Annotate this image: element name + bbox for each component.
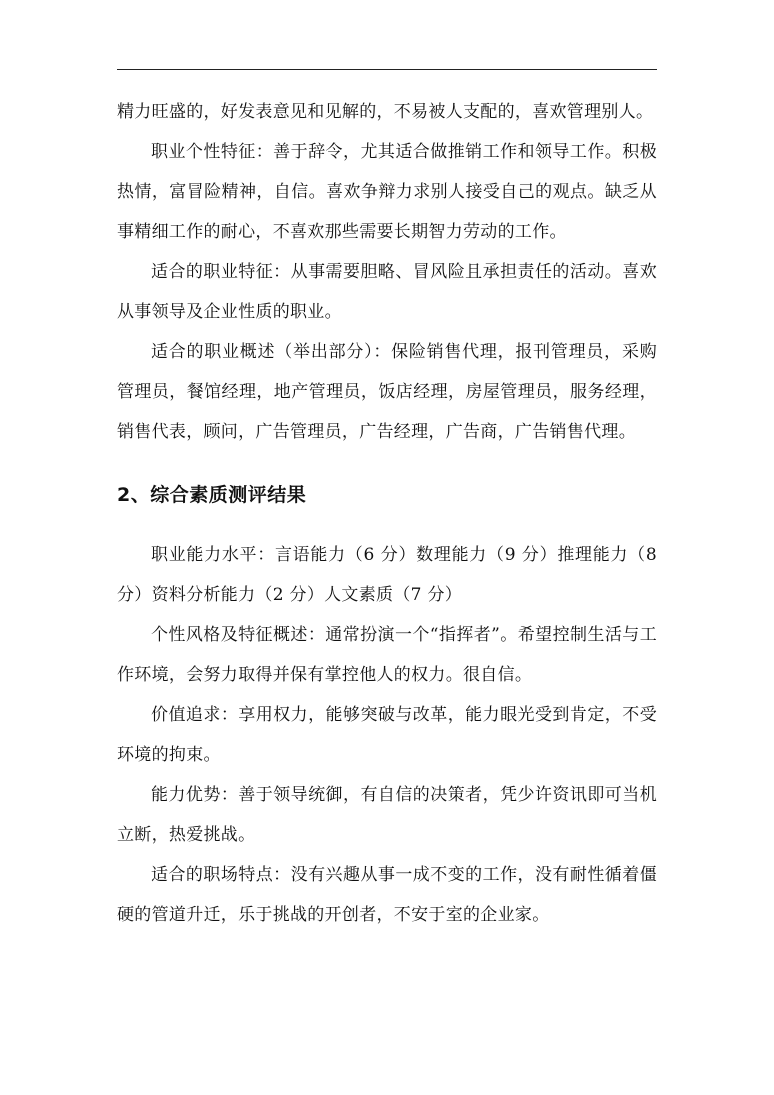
document-body [117, 92, 657, 935]
paragraph-personality-style: 个性风格及特征概述：通常扮演一个“指挥者”。希望控制生活与工作环境，会努力取得并保有掌控他人的权力。很自信。 [117, 625, 657, 685]
paragraph-career-personality: 职业个性特征：善于辞令，尤其适合做推销工作和领导工作。积极热情，富冒险精神，自信。喜欢争辩力求别人接受自己的观点。缺乏从事精细工作的耐心，不喜欢那些需要长期智力劳动的工作。 [117, 142, 657, 242]
paragraph-career-overview: 适合的职业概述（举出部分）：保险销售代理，报刊管理员，采购管理员，餐馆经理，地产管理员，饭店经理，房屋管理员，服务经理，销售代表，顾问，广告管理员，广告经理，广告商，广告销售代理。 [117, 342, 657, 442]
header-rule [117, 69, 657, 70]
paragraph-ability-advantage: 能力优势：善于领导统御，有自信的决策者，凭少许资讯即可当机立断，热爱挑战。 [117, 785, 657, 845]
section-heading: 2、综合素质测评结果 [117, 484, 307, 506]
spacer [117, 515, 657, 535]
paragraph-career-features: 适合的职业特征：从事需要胆略、冒风险且承担责任的活动。喜欢从事领导及企业性质的职业。 [117, 262, 657, 322]
paragraph-value-pursuit: 价值追求：享用权力，能够突破与改革，能力眼光受到肯定，不受环境的拘束。 [117, 705, 657, 765]
paragraph-workplace-features: 适合的职场特点：没有兴趣从事一成不变的工作，没有耐性循着僵硬的管道升迁，乐于挑战的开创者，不安于室的企业家。 [117, 865, 657, 925]
paragraph-continuation: 精力旺盛的，好发表意见和见解的，不易被人支配的，喜欢管理别人。 [117, 102, 654, 122]
paragraph-ability-level: 职业能力水平：言语能力（6 分）数理能力（9 分）推理能力（8 分）资料分析能力（2 分）人文素质（7 分） [117, 545, 657, 605]
spacer [117, 452, 657, 475]
